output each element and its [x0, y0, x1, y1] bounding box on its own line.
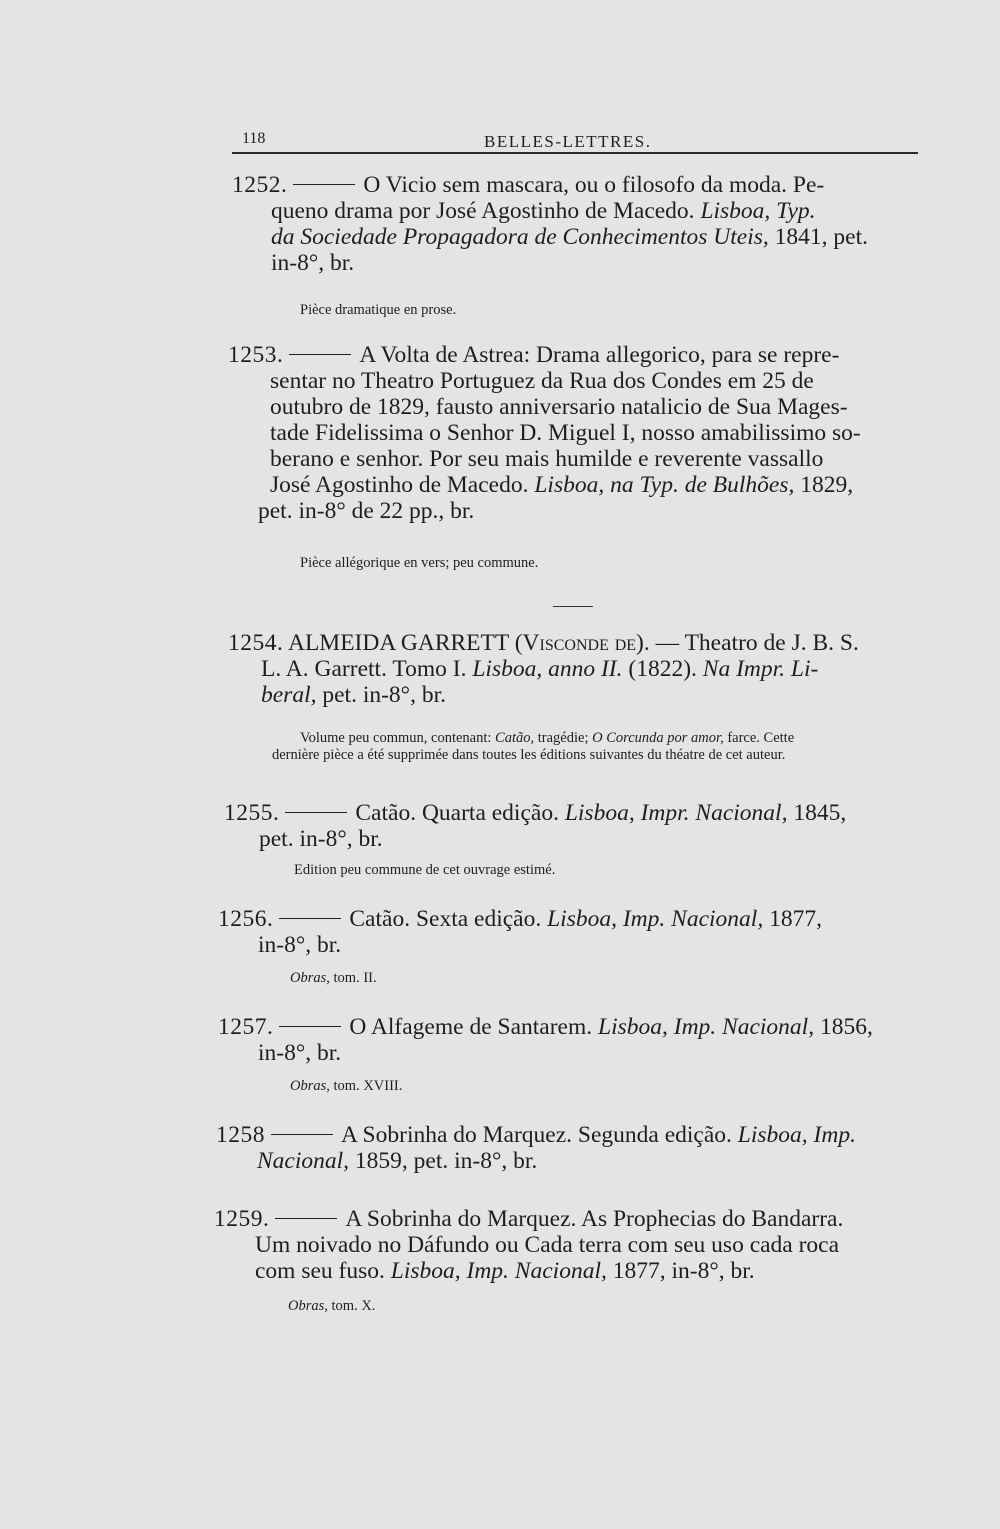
entry-imprint: da Sociedade Propagadora de Conhecimentos Uteis, [271, 224, 769, 250]
page-number: 118 [242, 130, 266, 147]
entry-text: 1841, pet. [768, 224, 868, 250]
entry-note: Edition peu commune de cet ouvrage estimé. [294, 862, 556, 878]
page-header [232, 126, 918, 154]
entry-text: O Alfageme de Santarem. [349, 1014, 598, 1040]
entry-1254 [228, 630, 918, 708]
running-title: BELLES-LETTRES. [484, 132, 652, 151]
entry-note: Pièce allégorique en vers; peu commune. [300, 555, 539, 571]
entry-text: 1829, [794, 472, 854, 498]
entry-imprint: Lisboa, Imp. Nacional, [390, 1258, 607, 1284]
entry-number: 1255. [224, 800, 280, 826]
entry-imprint: Lisboa, Impr. Nacional, [564, 800, 788, 826]
entry-text: tade Fidelissima o Senhor D. Miguel I, nosso amabilissimo so- [270, 420, 861, 446]
ditto-dash [289, 354, 351, 355]
entry-number: 1258 [216, 1122, 265, 1148]
entry-note: Volume peu commun, contenant: Catão, tragédie; O Corcunda por amor, farce. Cette dernière pièce a été supprimée dans toutes les éditions suivantes du théatre de cet auteur. [272, 730, 795, 763]
entry-1253 [228, 342, 922, 524]
ditto-dash [275, 1218, 337, 1219]
entry-text: 1877, [763, 906, 822, 932]
entry-text: pet. in-8° de 22 pp., br. [258, 498, 475, 524]
entry-imprint: beral, [261, 682, 317, 708]
entry-text: 1859, pet. in-8°, br. [349, 1148, 538, 1174]
entry-text: A Volta de Astrea: Drama allegorico, para se repre- [359, 342, 840, 368]
ditto-dash [293, 184, 355, 185]
entry-imprint: Na Impr. Li- [702, 656, 819, 682]
entry-1257 [218, 1014, 912, 1066]
entry-number: 1259. [214, 1206, 270, 1232]
entry-text: in-8°, br. [271, 250, 355, 276]
entry-text: 1856, [814, 1014, 873, 1040]
entry-1259 [214, 1206, 914, 1284]
ditto-dash [271, 1134, 333, 1135]
ditto-dash [285, 812, 347, 813]
entry-text: sentar no Theatro Portuguez da Rua dos Condes em 25 de [270, 368, 814, 394]
entry-note: Pièce dramatique en prose. [300, 302, 457, 318]
entry-imprint: Lisboa, anno II. [472, 656, 623, 682]
entry-imprint: Lisboa, Imp. Nacional, [598, 1014, 815, 1040]
entry-text: Um noivado no Dáfundo ou Cada terra com seu uso cada roca [255, 1232, 840, 1258]
entry-1255 [224, 800, 918, 852]
entry-number: 1254. [228, 630, 284, 656]
entry-text: Catão. Quarta edição. [355, 800, 565, 826]
entry-text: Catão. Sexta edição. [349, 906, 548, 932]
entry-text: A Sobrinha do Marquez. As Prophecias do Bandarra. [345, 1206, 844, 1232]
entry-note: Obras, tom. II. [290, 970, 377, 986]
entry-text: in-8°, br. [258, 1040, 342, 1066]
author-title: Visconde de [522, 630, 637, 656]
entry-text: pet. in-8°, br. [316, 682, 446, 708]
entry-text: queno drama por José Agostinho de Macedo. [271, 198, 701, 224]
entry-number: 1253. [228, 342, 284, 368]
entry-text: L. A. Garrett. Tomo I. [261, 656, 473, 682]
entry-text: A Sobrinha do Marquez. Segunda edição. [341, 1122, 738, 1148]
entry-text: O Vicio sem mascara, ou o filosofo da moda. Pe- [363, 172, 825, 198]
entry-imprint: Lisboa, Imp. [737, 1122, 856, 1148]
entry-text: in-8°, br. [258, 932, 342, 958]
entry-text: berano e senhor. Por seu mais humilde e reverente vassallo [270, 446, 824, 472]
entry-text: 1845, [787, 800, 847, 826]
entry-note: Obras, tom. XVIII. [290, 1078, 403, 1094]
entry-imprint: Nacional, [257, 1148, 350, 1174]
entry-text: ). — Theatro de J. B. S. [636, 630, 859, 656]
entry-text: pet. in-8°, br. [259, 826, 383, 852]
entry-number: 1252. [232, 172, 288, 198]
entry-text: com seu fuso. [255, 1258, 391, 1284]
ditto-dash [279, 918, 341, 919]
entry-imprint: Lisboa, Typ. [700, 198, 816, 224]
section-separator [553, 606, 593, 607]
entry-text: 1877, in-8°, br. [606, 1258, 755, 1284]
entry-text: (1822). [622, 656, 703, 682]
entry-1252 [232, 172, 922, 276]
entry-1258 [216, 1122, 918, 1174]
entry-number: 1257. [218, 1014, 274, 1040]
entry-imprint: Lisboa, na Typ. de Bulhões, [534, 472, 795, 498]
entry-number: 1256. [218, 906, 274, 932]
ditto-dash [279, 1026, 341, 1027]
entry-text: José Agostinho de Macedo. [270, 472, 535, 498]
entry-imprint: Lisboa, Imp. Nacional, [547, 906, 764, 932]
author-name: ALMEIDA GARRETT ( [287, 630, 523, 656]
entry-note: Obras, tom. X. [288, 1298, 376, 1314]
entry-text: outubro de 1829, fausto anniversario natalicio de Sua Mages- [270, 394, 848, 420]
entry-1256 [218, 906, 912, 958]
